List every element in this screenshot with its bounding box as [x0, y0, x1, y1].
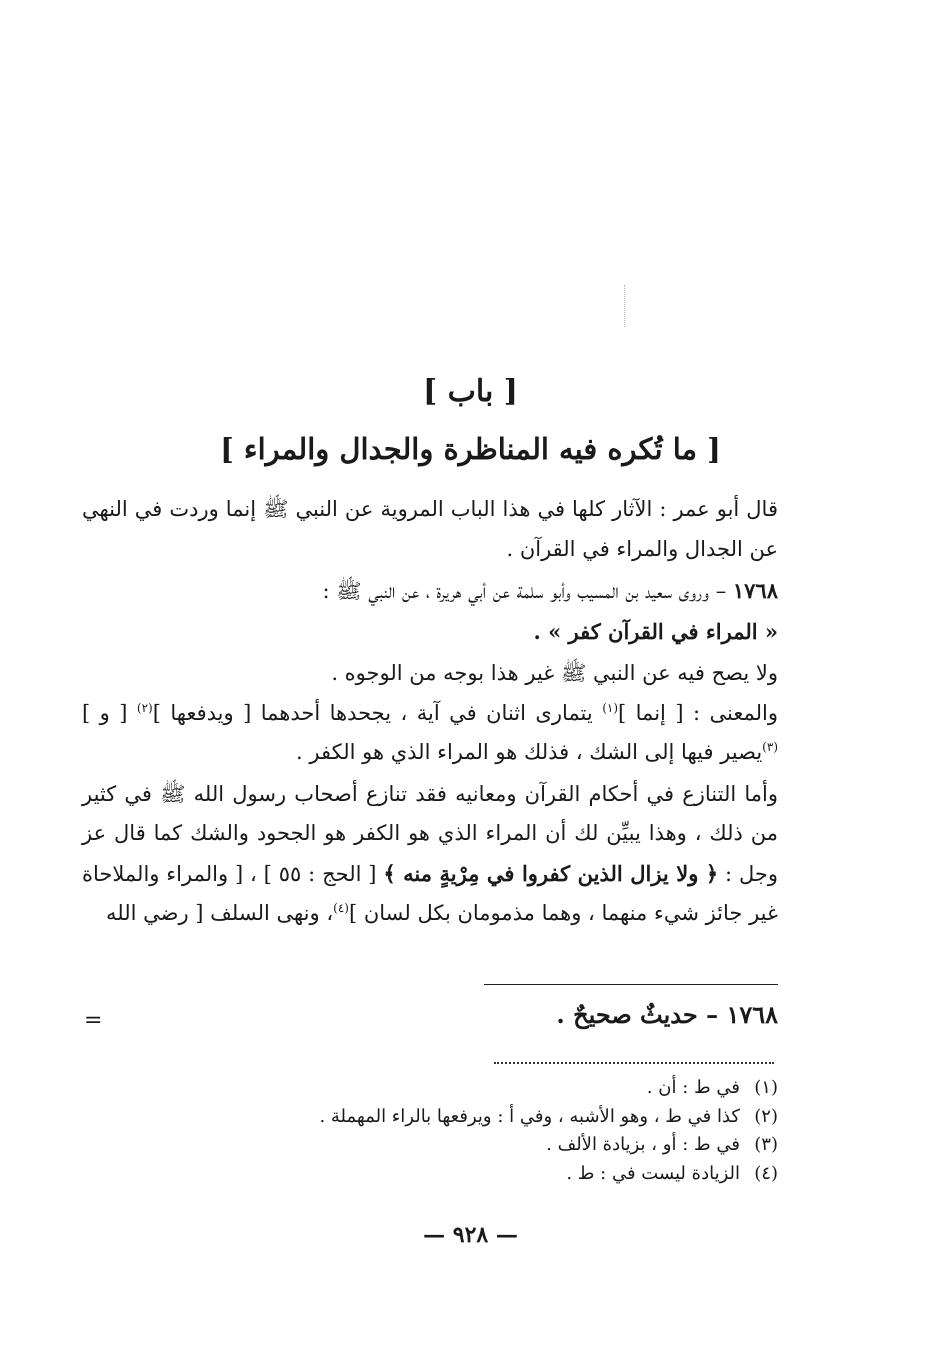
- main-text: [82, 490, 778, 934]
- paragraph-meaning: [82, 694, 778, 773]
- footnote-ref-3: (٣): [762, 740, 778, 754]
- hadith-grading-note: ١٧٦٨ – حديثٌ صحيحٌ .: [556, 1000, 778, 1029]
- scan-artifact: [624, 285, 627, 327]
- meaning-part-b: يتمارى اثنان في آية ، يجحدها أحدهما [ ويدفعها ]: [152, 700, 603, 725]
- footnote-ref-2: (٢): [136, 700, 153, 715]
- footnote-ref-1: (١): [602, 700, 619, 715]
- footnotes-list: [319, 1074, 778, 1188]
- chapter-title: [ ما تُكره فيه المناظرة والجدال والمراء ]: [220, 432, 721, 466]
- footnote-text: في ط : أو ، بزيادة الألف .: [546, 1134, 740, 1155]
- footnote-number: (١): [754, 1077, 778, 1098]
- meaning-part-c: [ و ]: [82, 700, 137, 725]
- footnote-number: (٤): [754, 1162, 778, 1184]
- footnote-item: [319, 1131, 778, 1160]
- paragraph-authenticity: ولا يصح فيه عن النبي ﷺ غير هذا بوجه من الوجوه .: [331, 661, 778, 685]
- paragraph-hadith: [82, 571, 778, 652]
- hadith-chain: – وروى سعيد بن المسيب وأبو سلمة عن أبي هريرة ، عن النبي ﷺ :: [322, 579, 733, 603]
- paragraph-intro: قال أبو عمر : الآثار كلها في هذا الباب المروية عن النبي ﷺ إنما وردت في النهي عن الجدال والمراء في القرآن .: [82, 497, 778, 561]
- footnote-dotted-divider: [494, 1062, 774, 1064]
- paragraph-dispute: [82, 775, 778, 934]
- footnote-item: [319, 1103, 778, 1132]
- hadith-text: « المراء في القرآن كفر » .: [533, 618, 778, 644]
- footnote-text: الزيادة ليست في : ط .: [566, 1162, 740, 1184]
- quran-verse: ﴿ ولا يزال الذين كفروا في مِرْيةٍ منه ﴾: [383, 860, 719, 886]
- meaning-part-d: يصير فيها إلى الشك ، فذلك هو المراء الذي هو الكفر .: [296, 740, 763, 764]
- dispute-part-a: وأما التنازع في أحكام القرآن ومعانيه فقد تنازع أصحاب رسول الله ﷺ في كثير من ذلك ، وهذا يبيِّن لك أن المراء الذي هو الكفر هو الجحود والشك كما قال عز وجل :: [82, 781, 778, 886]
- dispute-part-b: [ الحج : ٥٥ ] ، [ والمراء والملاحاة غير جائز شيء منهما ، وهما مذمومان بكل لسان ]: [82, 861, 778, 925]
- dispute-part-c: ، ونهى السلف [ رضي الله: [106, 901, 334, 925]
- footnote-divider: [484, 984, 778, 985]
- footnote-ref-4: (٤): [333, 901, 349, 915]
- footnote-text: كذا في ط ، وهو الأشبه ، وفي أ : ويرفعها بالراء المهملة .: [319, 1105, 740, 1127]
- meaning-part-a: والمعنى : [ إنما ]: [618, 700, 778, 725]
- page-number: — ٩٢٨ —: [423, 1222, 518, 1248]
- footnote-text: في ط : أن .: [646, 1077, 740, 1098]
- footnote-item: [319, 1160, 778, 1189]
- footnote-number: (٣): [754, 1134, 778, 1155]
- chapter-label: [ باب ]: [422, 374, 518, 409]
- hadith-number: ١٧٦٨: [732, 578, 778, 603]
- footnote-item: [319, 1074, 778, 1103]
- continuation-mark: =: [84, 1008, 103, 1033]
- footnote-number: (٢): [754, 1105, 778, 1127]
